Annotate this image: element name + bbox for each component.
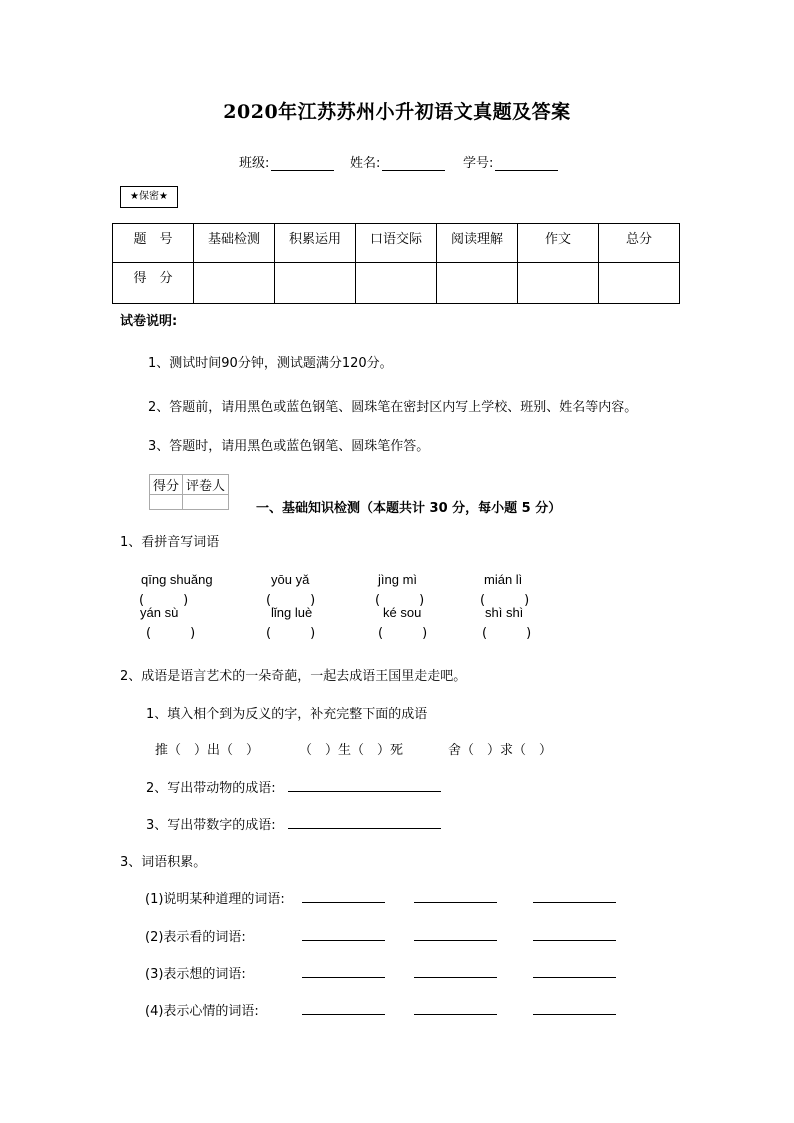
section-title: 一、基础知识检测（本题共计 30 分，每小题 5 分） xyxy=(256,501,562,516)
word-category-label: (2)表示看的词语: xyxy=(145,930,246,945)
word-category-label: (4)表示心情的词语: xyxy=(145,1004,259,1019)
grader-score-label: 得分 xyxy=(150,475,183,495)
pinyin-answer-blank[interactable]: ( ) xyxy=(146,626,196,641)
name-field xyxy=(350,152,445,171)
word-blank[interactable] xyxy=(302,1014,385,1015)
grader-score-cell[interactable] xyxy=(150,495,183,510)
pinyin-item: shì shì xyxy=(485,605,524,620)
class-label: 班级: xyxy=(239,156,270,171)
score-cell[interactable] xyxy=(437,263,518,304)
animal-idiom-blank[interactable] xyxy=(288,791,441,792)
question-2-label: 2、成语是语言艺术的一朵奇葩，一起去成语王国里走走吧。 xyxy=(120,669,467,684)
class-blank[interactable] xyxy=(271,156,334,171)
pinyin-answer-blank[interactable]: ( ) xyxy=(266,593,316,608)
header-cell: 总分 xyxy=(599,224,680,263)
question-2-sub2: 2、写出带动物的成语: xyxy=(146,781,276,796)
idiom-item[interactable]: （ ）生（ ）死 xyxy=(299,743,404,758)
page-title: 2020年江苏苏州小升初语文真题及答案 xyxy=(223,101,571,123)
header-cell: 基础检测 xyxy=(194,224,275,263)
grader-box xyxy=(149,474,229,510)
student-id-field xyxy=(463,152,558,171)
class-field xyxy=(239,152,334,171)
pinyin-item: qīng shuǎng xyxy=(141,572,213,587)
word-blank[interactable] xyxy=(414,977,497,978)
word-blank[interactable] xyxy=(414,902,497,903)
grader-name-cell[interactable] xyxy=(183,495,229,510)
score-cell[interactable] xyxy=(275,263,356,304)
name-label: 姓名: xyxy=(350,156,381,171)
question-1-label: 1、看拼音写词语 xyxy=(120,535,220,550)
question-3-label: 3、词语积累。 xyxy=(120,855,207,870)
word-blank[interactable] xyxy=(414,1014,497,1015)
confidential-badge: ★保密★ xyxy=(120,186,178,208)
word-blank[interactable] xyxy=(533,977,616,978)
header-cell: 作文 xyxy=(518,224,599,263)
word-blank[interactable] xyxy=(414,940,497,941)
header-cell: 口语交际 xyxy=(356,224,437,263)
idiom-item[interactable]: 推（ ）出（ ） xyxy=(155,743,260,758)
word-category-label: (1)说明某种道理的词语: xyxy=(145,892,285,907)
pinyin-answer-blank[interactable]: ( ) xyxy=(375,593,425,608)
score-table xyxy=(112,223,680,304)
pinyin-answer-blank[interactable]: ( ) xyxy=(266,626,316,641)
question-2-sub1: 1、填入相个到为反义的字，补充完整下面的成语 xyxy=(146,707,428,722)
word-blank[interactable] xyxy=(533,902,616,903)
header-cell: 题 号 xyxy=(113,224,194,263)
pinyin-item: jìng mì xyxy=(378,572,418,587)
score-cell[interactable] xyxy=(194,263,275,304)
student-id-blank[interactable] xyxy=(495,156,558,171)
pinyin-item: yán sù xyxy=(140,605,179,620)
grader-name-label: 评卷人 xyxy=(183,475,229,495)
score-table-score-row xyxy=(113,263,680,304)
pinyin-item: mián lì xyxy=(484,572,523,587)
score-cell[interactable] xyxy=(518,263,599,304)
score-table-header-row xyxy=(113,224,680,263)
pinyin-item: ké sou xyxy=(383,605,422,620)
score-cell[interactable] xyxy=(599,263,680,304)
pinyin-item: yōu yǎ xyxy=(271,572,310,587)
instruction-item: 3、答题时，请用黑色或蓝色钢笔、圆珠笔作答。 xyxy=(148,439,430,454)
header-cell: 积累运用 xyxy=(275,224,356,263)
word-blank[interactable] xyxy=(302,977,385,978)
number-idiom-blank[interactable] xyxy=(288,828,441,829)
pinyin-answer-blank[interactable]: ( ) xyxy=(139,593,189,608)
pinyin-answer-blank[interactable]: ( ) xyxy=(378,626,428,641)
score-row-label: 得 分 xyxy=(113,263,194,304)
instruction-item: 1、测试时间90分钟，测试题满分120分。 xyxy=(148,356,393,371)
header-cell: 阅读理解 xyxy=(437,224,518,263)
instruction-item: 2、答题前，请用黑色或蓝色钢笔、圆珠笔在密封区内写上学校、班别、姓名等内容。 xyxy=(148,400,638,415)
pinyin-item: lǐng luè xyxy=(271,605,313,620)
pinyin-answer-blank[interactable]: ( ) xyxy=(480,593,530,608)
idiom-item[interactable]: 舍（ ）求（ ） xyxy=(448,743,553,758)
student-id-label: 学号: xyxy=(463,156,494,171)
word-category-label: (3)表示想的词语: xyxy=(145,967,246,982)
word-blank[interactable] xyxy=(302,902,385,903)
word-blank[interactable] xyxy=(533,1014,616,1015)
score-cell[interactable] xyxy=(356,263,437,304)
word-blank[interactable] xyxy=(533,940,616,941)
word-blank[interactable] xyxy=(302,940,385,941)
instructions-heading: 试卷说明: xyxy=(120,314,178,329)
question-2-sub3: 3、写出带数字的成语: xyxy=(146,818,276,833)
name-blank[interactable] xyxy=(382,156,445,171)
pinyin-answer-blank[interactable]: ( ) xyxy=(482,626,532,641)
